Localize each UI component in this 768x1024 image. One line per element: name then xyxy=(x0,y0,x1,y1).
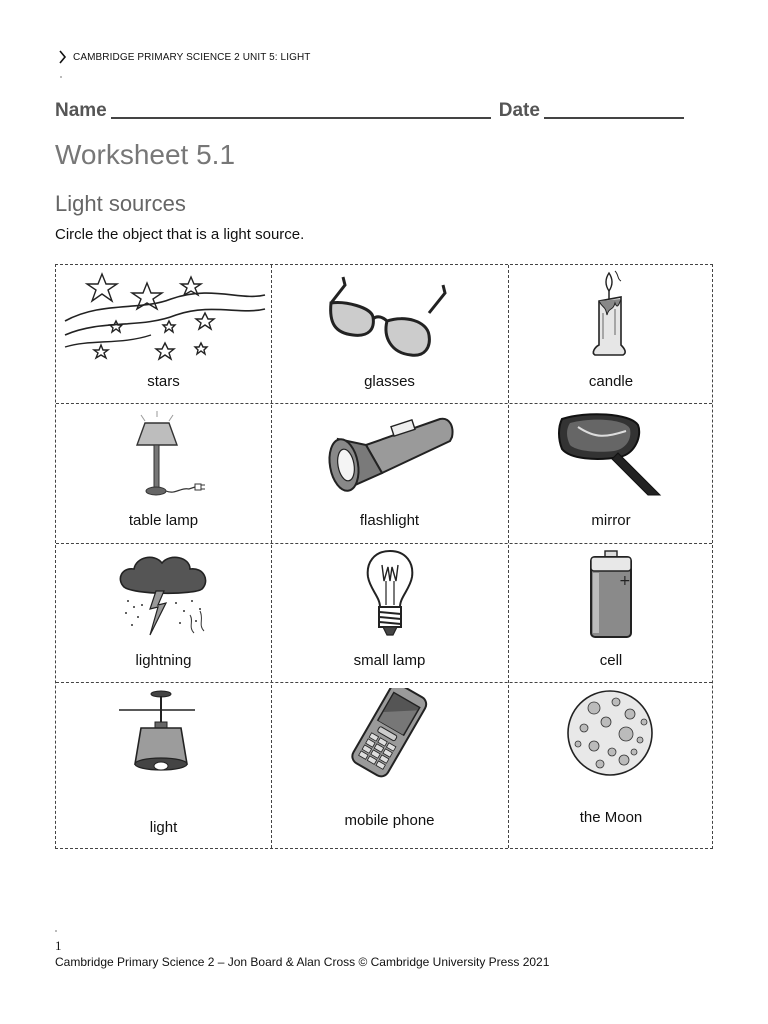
page-number: 1 xyxy=(55,938,62,953)
grid-cell-stars[interactable] xyxy=(56,265,271,403)
decor-dot xyxy=(60,76,62,78)
grid-cell-cell[interactable] xyxy=(508,543,714,682)
header-text: CAMBRIDGE PRIMARY SCIENCE 2 UNIT 5: LIGHT xyxy=(73,51,311,63)
item-label: table lamp xyxy=(128,512,199,529)
date-label: Date xyxy=(498,100,540,121)
item-label: small lamp xyxy=(353,652,426,669)
moon-icon xyxy=(508,688,714,778)
date-field[interactable] xyxy=(544,99,684,119)
table-lamp-icon xyxy=(56,409,271,501)
section-subtitle: Light sources xyxy=(55,191,186,216)
name-field[interactable] xyxy=(111,99,491,119)
name-date-row xyxy=(55,99,700,122)
grid-cell-mirror[interactable] xyxy=(508,403,714,543)
grid-cell-flashlight[interactable] xyxy=(271,403,508,543)
item-label: flashlight xyxy=(359,512,420,529)
light-bulb-icon xyxy=(271,547,508,641)
grid-cell-glasses[interactable] xyxy=(271,265,508,403)
name-label: Name xyxy=(55,100,107,121)
lightning-icon xyxy=(56,549,271,641)
candle-icon xyxy=(508,269,714,361)
item-label: candle xyxy=(588,373,634,390)
item-label: mirror xyxy=(591,512,631,529)
objects-grid xyxy=(55,264,713,849)
grid-cell-table-lamp[interactable] xyxy=(56,403,271,543)
grid-cell-moon[interactable] xyxy=(508,682,714,850)
grid-cell-candle[interactable] xyxy=(508,265,714,403)
stars-icon xyxy=(56,271,271,361)
ceiling-light-icon xyxy=(56,688,271,778)
flashlight-icon xyxy=(271,411,508,499)
item-label: glasses xyxy=(364,373,415,390)
glasses-icon xyxy=(271,273,508,363)
chevron-right-icon xyxy=(58,50,67,64)
footer-credit: Cambridge Primary Science 2 – Jon Board & Alan Cross © Cambridge University Press 2021 xyxy=(55,955,550,969)
grid-cell-lightning[interactable] xyxy=(56,543,271,682)
grid-cell-mobile-phone[interactable] xyxy=(271,682,508,850)
item-label: light xyxy=(149,819,178,836)
mirror-icon xyxy=(508,409,714,499)
decor-dot xyxy=(55,930,57,932)
instruction-text: Circle the object that is a light source. xyxy=(55,226,305,243)
grid-cell-small-lamp[interactable] xyxy=(271,543,508,682)
battery-cell-icon xyxy=(508,549,714,641)
mobile-phone-icon xyxy=(271,688,508,778)
item-label: cell xyxy=(599,652,623,669)
item-label: mobile phone xyxy=(344,812,435,829)
item-label: lightning xyxy=(135,652,192,669)
item-label: the Moon xyxy=(579,809,643,826)
grid-cell-light[interactable] xyxy=(56,682,271,850)
header xyxy=(58,50,310,64)
item-label: stars xyxy=(147,373,180,390)
worksheet-title: Worksheet 5.1 xyxy=(55,139,236,170)
svg-text:+: + xyxy=(619,573,631,589)
